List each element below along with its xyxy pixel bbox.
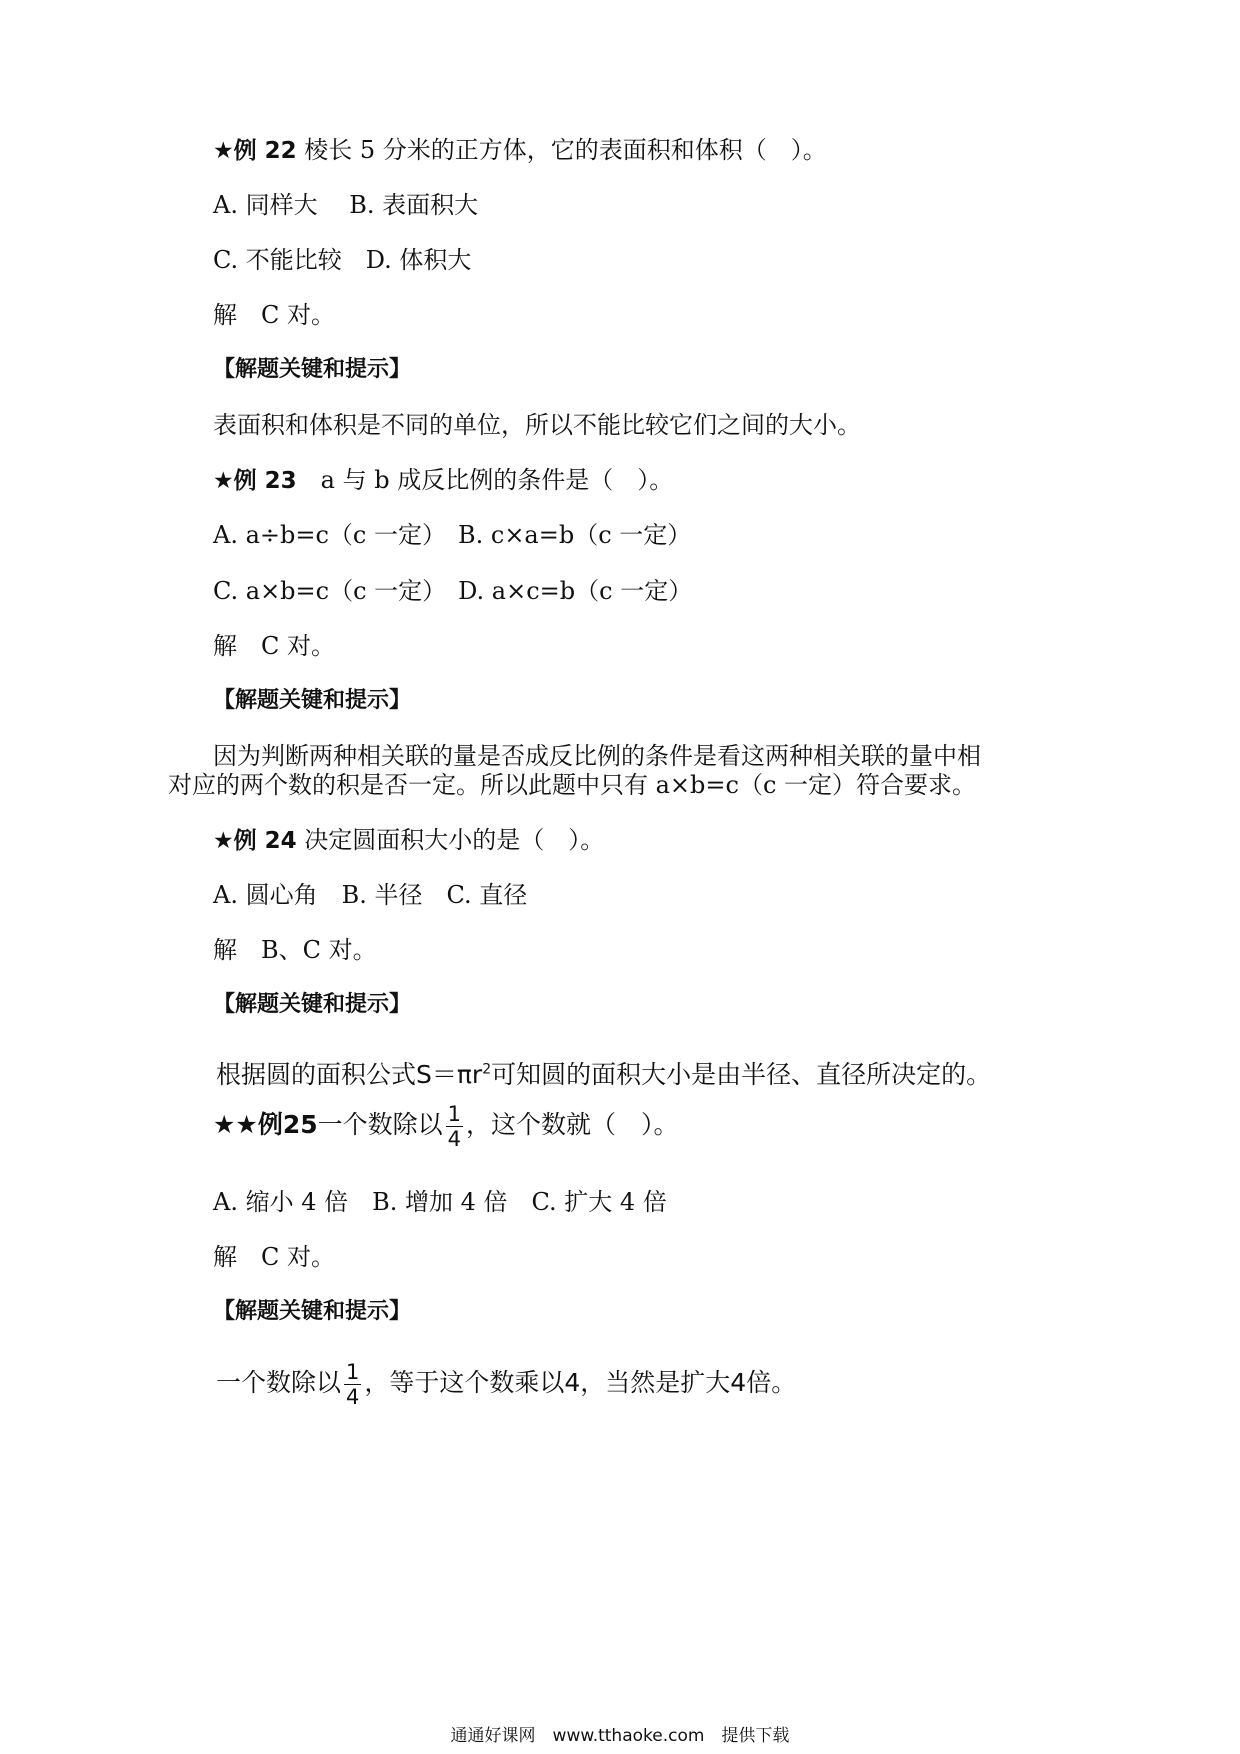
example-25-options: A. 缩小 4 倍 B. 增加 4 倍 C. 扩大 4 倍 — [213, 1188, 667, 1216]
example-25-text-before: 一个数除以 — [317, 1110, 443, 1139]
example-24-hint-exponent: 2 — [482, 1061, 492, 1078]
example-24-label: ★例 24 — [213, 828, 297, 854]
example-22-text: 棱长 5 分米的正方体，它的表面积和体积（ ）。 — [296, 136, 827, 164]
example-25-answer: 解 C 对。 — [213, 1243, 335, 1271]
example-25-hint-fraction-denominator: 4 — [346, 1384, 360, 1409]
example-24-hint — [216, 1060, 991, 1090]
example-23-label: ★例 23 — [213, 468, 297, 494]
page-footer: 通通好课网 www.tthaoke.com 提供下载 — [450, 1726, 790, 1746]
example-25-hint-fraction-numerator: 1 — [346, 1359, 360, 1384]
example-24-question — [213, 825, 604, 856]
example-22-options-2: C. 不能比较 D. 体积大 — [213, 246, 472, 274]
example-25-label: ★★例25 — [213, 1110, 318, 1139]
example-22-question — [213, 135, 827, 166]
example-22-key-title: 【解题关键和提示】 — [213, 357, 412, 382]
example-23-options-2: C. a×b=c（c 一定） D. a×c=b（c 一定） — [213, 577, 693, 605]
example-25-hint-fraction — [344, 1360, 361, 1409]
example-24-hint-after: 可知圆的面积大小是由半径、直径所决定的。 — [491, 1060, 992, 1089]
example-25-fraction-numerator: 1 — [447, 1101, 462, 1126]
example-22-options-1: A. 同样大 B. 表面积大 — [213, 191, 479, 219]
example-25-hint-before: 一个数除以 — [216, 1368, 342, 1397]
example-23-hint-line-2: 对应的两个数的积是否一定。所以此题中只有 a×b=c（c 一定）符合要求。 — [168, 771, 977, 799]
example-24-text: 决定圆面积大小的是（ ）。 — [296, 826, 605, 854]
example-24-answer: 解 B、C 对。 — [213, 936, 377, 964]
example-22-answer: 解 C 对。 — [213, 301, 335, 329]
example-23-hint-line-1: 因为判断两种相关联的量是否成反比例的条件是看这两种相关联的量中相 — [213, 742, 981, 770]
example-23-key-title: 【解题关键和提示】 — [213, 688, 412, 713]
example-25-fraction — [446, 1102, 463, 1151]
example-24-key-title: 【解题关键和提示】 — [213, 992, 412, 1017]
example-23-text: a 与 b 成反比例的条件是（ ）。 — [296, 466, 674, 494]
example-24-hint-before: 根据圆的面积公式S＝πr — [216, 1060, 483, 1089]
example-25-text-after: ，这个数就（ ）。 — [466, 1110, 679, 1139]
example-23-options-1: A. a÷b=c（c 一定） B. c×a=b（c 一定） — [213, 521, 692, 549]
example-22-hint: 表面积和体积是不同的单位，所以不能比较它们之间的大小。 — [213, 411, 861, 439]
example-22-label: ★例 22 — [213, 138, 297, 164]
example-23-answer: 解 C 对。 — [213, 632, 335, 660]
example-25-fraction-denominator: 4 — [447, 1126, 462, 1151]
example-25-hint-after: ，等于这个数乘以4，当然是扩大4倍。 — [364, 1368, 797, 1397]
example-23-question — [213, 465, 673, 496]
example-25-hint — [216, 1358, 796, 1409]
example-25-question — [213, 1100, 679, 1151]
example-24-options: A. 圆心角 B. 半径 C. 直径 — [213, 881, 528, 909]
example-25-key-title: 【解题关键和提示】 — [213, 1299, 412, 1324]
